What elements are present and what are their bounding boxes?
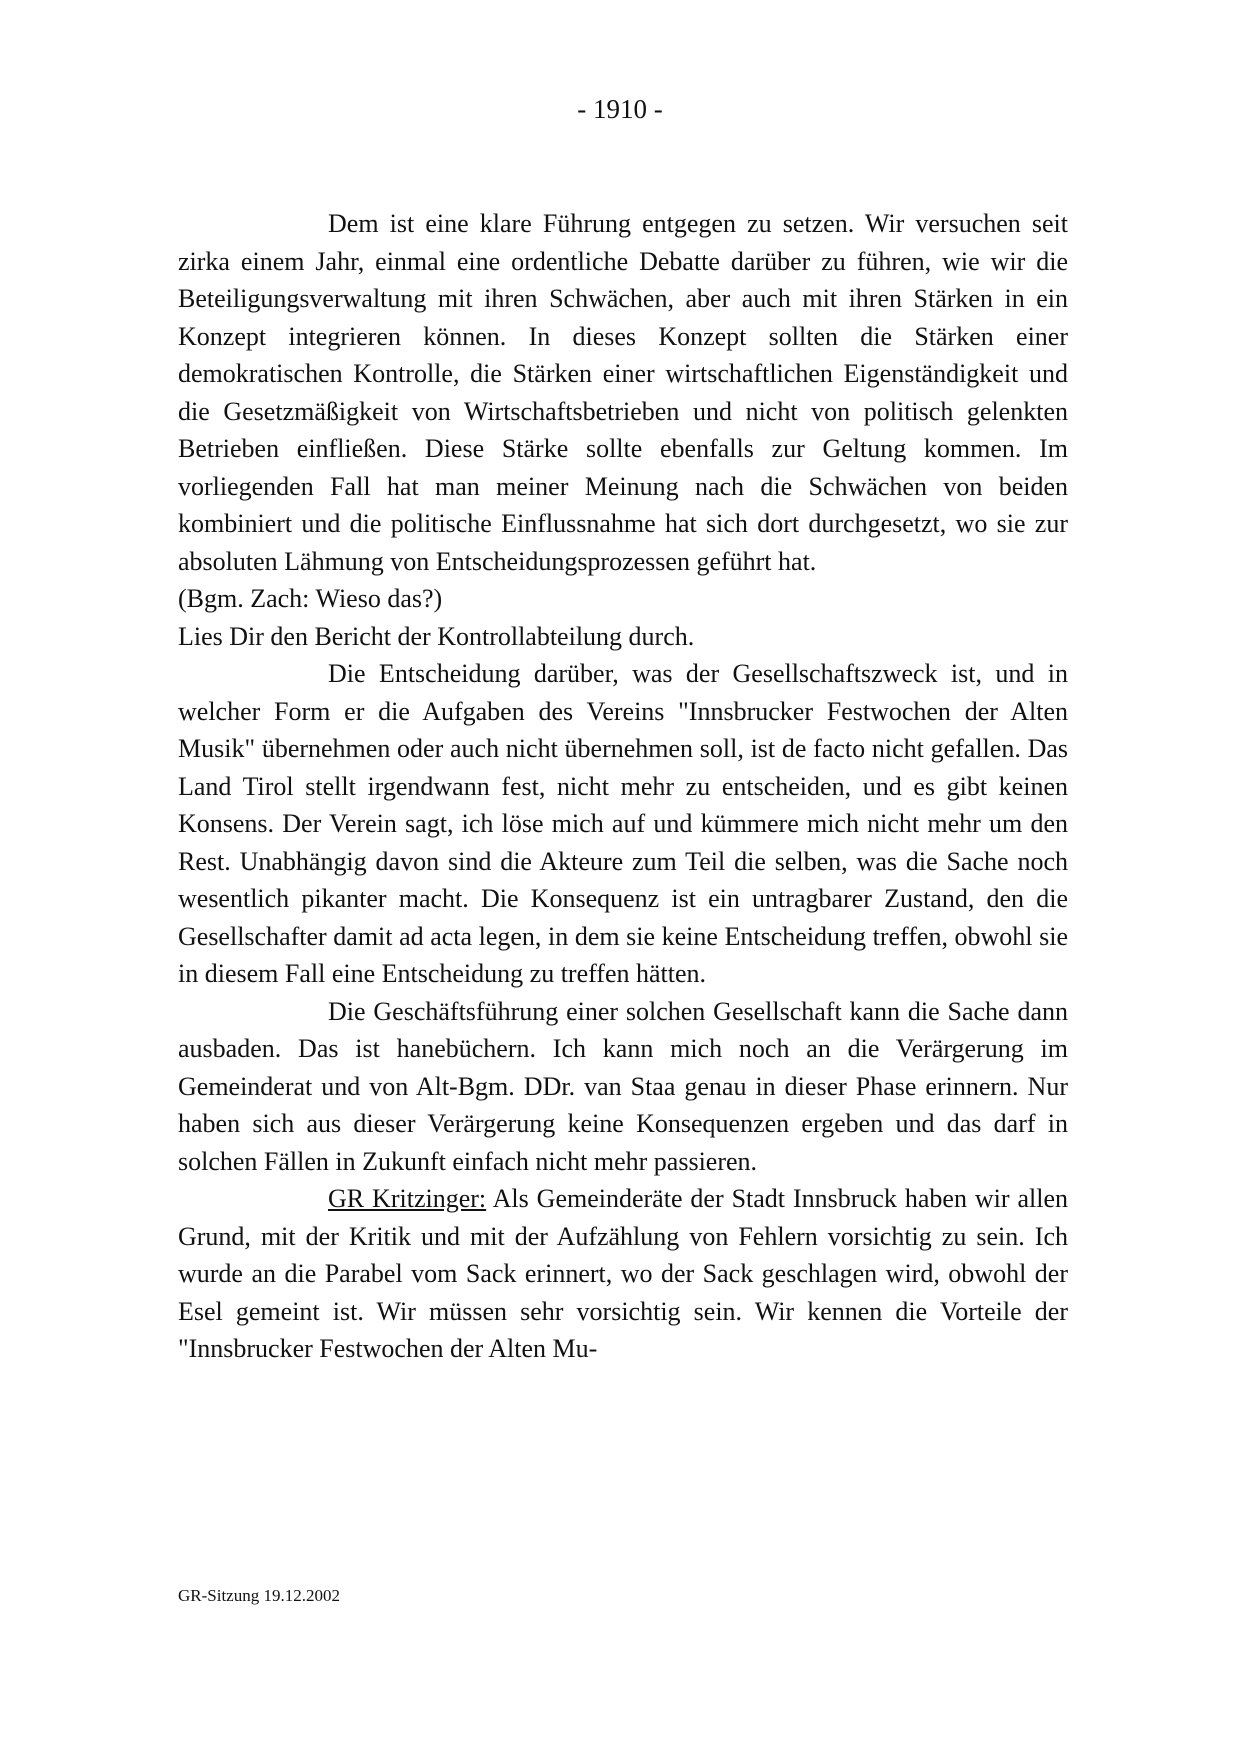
paragraph-5 bbox=[178, 1180, 1068, 1368]
speaker-statement: Als Gemeinderäte der Stadt Innsbruck haben wir allen Grund, mit der Kritik und mit der Aufzählung von Fehlern vorsichtig zu sein. Ich wurde an die Parabel vom Sack erinnert, wo der Sack geschlagen wird, obwohl der Esel gemeint ist. Wir müssen sehr vorsichtig sein. Wir kennen die Vorteile der "Innsbrucker Festwochen der Alten Mu- bbox=[178, 1184, 1068, 1363]
paragraph-2: Lies Dir den Bericht der Kontrollabteilung durch. bbox=[178, 621, 695, 651]
paragraph-3: Die Entscheidung darüber, was der Gesellschaftszweck ist, und in welcher Form er die Aufgaben des Vereins "Innsbrucker Festwochen der Alten Musik" übernehmen oder auch nicht übernehmen soll, ist de facto nicht gefallen. Das Land Tirol stellt irgendwann fest, nicht mehr zu entscheiden, und es gibt keinen Konsens. Der Verein sagt, ich löse mich auf und kümmere mich nicht mehr um den Rest. Unabhängig davon sind die Akteure zum Teil die selben, was die Sache noch wesentlich pikanter macht. Die Konsequenz ist ein untragbarer Zustand, den die Gesellschafter damit ad acta legen, in dem sie keine Entscheidung treffen, obwohl sie in diesem Fall eine Entscheidung zu treffen hätten. bbox=[178, 659, 1068, 988]
footer-session-date: GR-Sitzung 19.12.2002 bbox=[178, 1586, 340, 1605]
page-number: - 1910 - bbox=[577, 94, 663, 124]
interjection: (Bgm. Zach: Wieso das?) bbox=[178, 584, 443, 613]
speaker-name: GR Kritzinger: bbox=[328, 1184, 487, 1213]
paragraph-1: Dem ist eine klare Führung entgegen zu setzen. Wir versuchen seit zirka einem Jahr, einmal eine ordentliche Debatte darüber zu führen, wie wir die Beteiligungsverwaltung mit ihren Schwächen, aber auch mit ihren Stärken in ein Konzept integrieren können. In dieses Konzept sollten die Stärken einer demokratischen Kontrolle, die Stärken einer wirtschaftlichen Eigenständigkeit und die Gesetzmäßigkeit von Wirtschaftsbetrieben und nicht von politisch gelenkten Betrieben einfließen. Diese Stärke sollte ebenfalls zur Geltung kommen. Im vorliegenden Fall hat man meiner Meinung nach die Schwächen von beiden kombiniert und die politische Einflussnahme hat sich dort durchgesetzt, wo sie zur absoluten Lähmung von Entscheidungsprozessen geführt hat. bbox=[178, 209, 1068, 576]
paragraph-4: Die Geschäftsführung einer solchen Gesellschaft kann die Sache dann ausbaden. Das ist hanebüchern. Ich kann mich noch an die Verärgerung im Gemeinderat und von Alt-Bgm. DDr. van Staa genau in dieser Phase erinnern. Nur haben sich aus dieser Verärgerung keine Konsequenzen ergeben und das darf in solchen Fällen in Zukunft einfach nicht mehr passieren. bbox=[178, 996, 1068, 1176]
document-body bbox=[178, 205, 1068, 1368]
